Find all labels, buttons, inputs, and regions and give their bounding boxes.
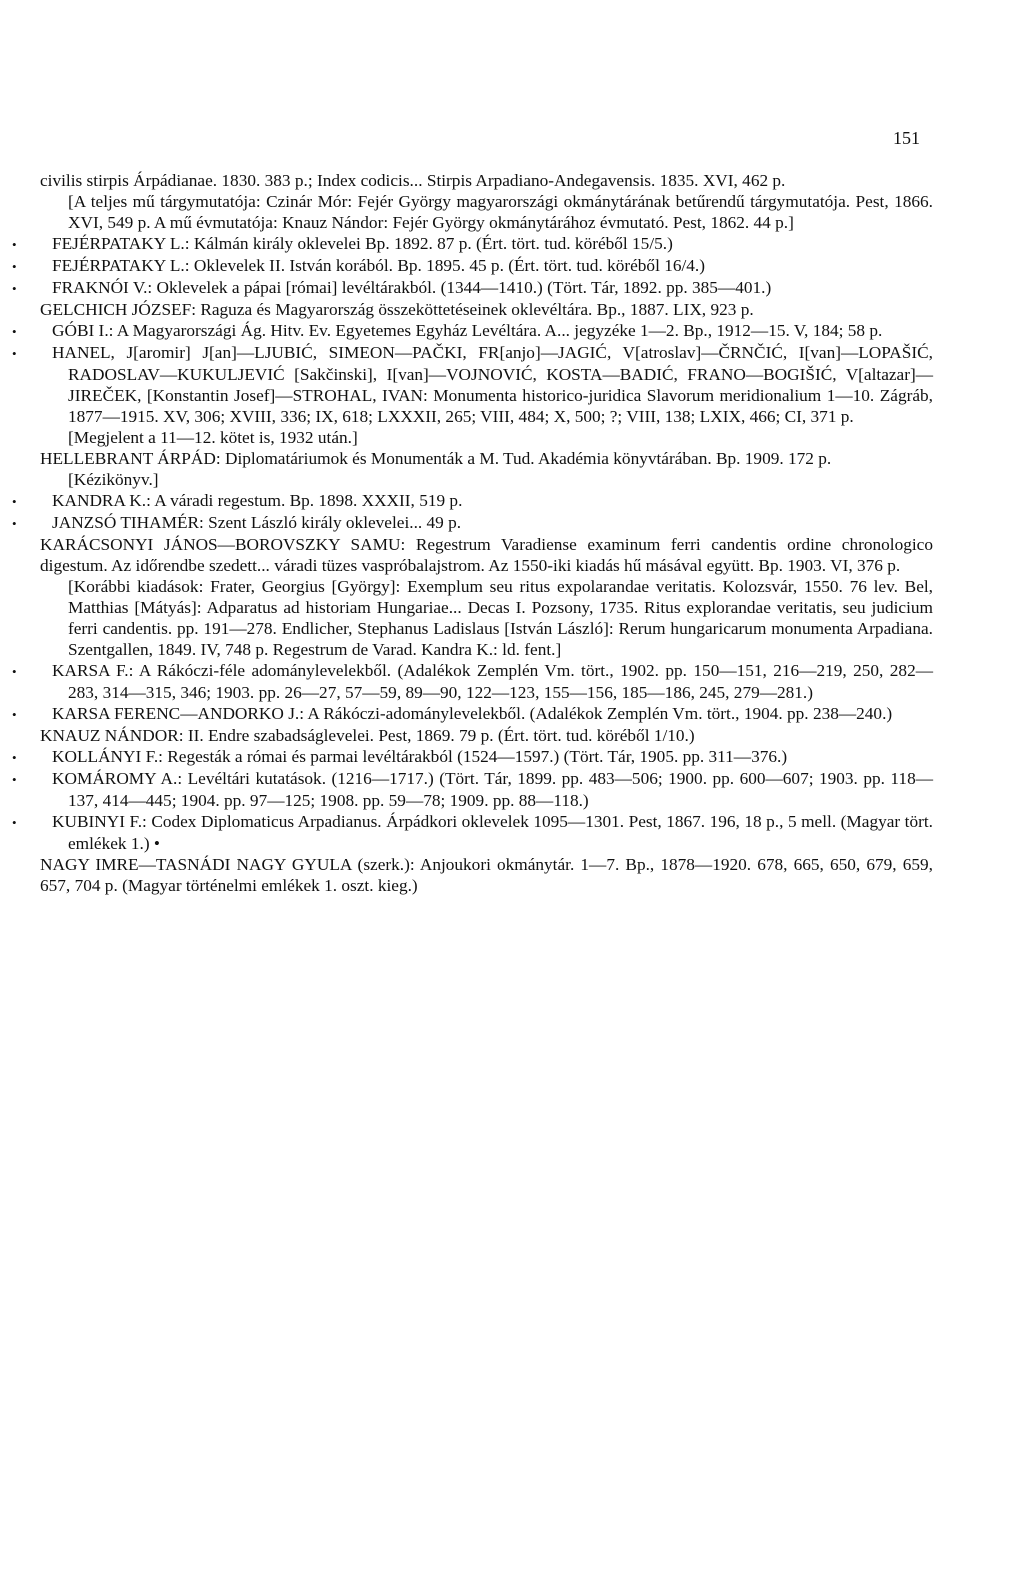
bibliography-entry xyxy=(12,703,933,725)
entry-marker: • xyxy=(12,324,17,339)
entry-text: HANEL, J[aromir] J[an]—LJUBIĆ, SIMEON—PAČKI, FR[anjo]—JAGIĆ, V[atroslav]—ČRNČIĆ, I[van]—LOPAŠIĆ, RADOSLAV—KUKULJEVIĆ [Sakčinski], I[van]—VOJNOVIĆ, KOSTA—BADIĆ, FRANO—BOGIŠIĆ, V[altazar]—JIREČEK, [Konstantin Josef]—STROHAL, IVAN: Monumenta historico-juridica Slavorum meridionalium 1—10. Zágráb, 1877—1915. XV, 306; XVIII, 336; IX, 618; LXXXII, 265; VIII, 484; X, 500; ?; VIII, 138; LXIX, 466; CI, 371 p. xyxy=(52,343,933,426)
entry-marker: • xyxy=(12,281,17,296)
entry-marker: • xyxy=(12,750,17,765)
bibliography-entry xyxy=(12,320,933,342)
bibliography-entry xyxy=(40,725,933,746)
entry-text: KUBINYI F.: Codex Diplomaticus Arpadianus. Árpádkori oklevelek 1095—1301. Pest, 1867. 196, 18 p., 5 mell. (Magyar tört. emlékek 1.) • xyxy=(52,812,933,853)
entry-marker: • xyxy=(12,772,17,787)
entry-text: GELCHICH JÓZSEF: Raguza és Magyarország összeköttetéseinek oklevéltára. Bp., 1887. LIX, 923 p. xyxy=(40,300,754,319)
bibliography-entry xyxy=(12,811,933,854)
bibliography-note xyxy=(40,191,933,233)
entry-marker: • xyxy=(12,664,17,679)
page-number: 151 xyxy=(893,128,920,148)
entry-text: FEJÉRPATAKY L.: Kálmán király oklevelei Bp. 1892. 87 p. (Ért. tört. tud. köréből 15/5.) xyxy=(52,234,673,253)
bibliography-entry xyxy=(12,277,933,299)
bibliography-entry xyxy=(40,299,933,320)
entry-text: civilis stirpis Árpádianae. 1830. 383 p.; Index codicis... Stirpis Arpadiano-Andegavensis. 1835. XVI, 462 p. xyxy=(40,171,786,190)
bibliography-entry xyxy=(12,512,933,534)
entry-text: NAGY IMRE—TASNÁDI NAGY GYULA (szerk.): Anjoukori okmánytár. 1—7. Bp., 1878—1920. 678, 665, 650, 679, 659, 657, 704 p. (Magyar történelmi emlékek 1. oszt. kieg.) xyxy=(40,855,933,895)
entry-text: KANDRA K.: A váradi regestum. Bp. 1898. XXXII, 519 p. xyxy=(52,491,463,510)
entry-text: KARSA F.: A Rákóczi-féle adománylevelekből. (Adalékok Zemplén Vm. tört., 1902. pp. 150—151, 216—219, 250, 282—283, 314—315, 346; 1903. pp. 26—27, 57—59, 89—90, 122—123, 155—156, 185—186, 245, 279—281.) xyxy=(52,661,933,702)
bibliography-entry xyxy=(40,534,933,576)
entry-text: [A teljes mű tárgymutatója: Czinár Mór: Fejér György magyarországi okmánytárának betűrendű tárgymutatója. Pest, 1866. XVI, 549 p. A mű évmutatója: Knauz Nándor: Fejér György okmánytárához évmutató. Pest, 1862. 44 p.] xyxy=(68,192,933,232)
entry-text: KARSA FERENC—ANDORKO J.: A Rákóczi-adománylevelekből. (Adalékok Zemplén Vm. tört., 1904. pp. 238—240.) xyxy=(52,704,893,723)
entry-marker: • xyxy=(12,516,17,531)
entry-text: KOMÁROMY A.: Levéltári kutatások. (1216—1717.) (Tört. Tár, 1899. pp. 483—506; 1900. pp. 600—607; 1903. pp. 118—137, 414—445; 1904. pp. 97—125; 1908. pp. 59—78; 1909. pp. 88—118.) xyxy=(52,769,933,810)
bibliography-entry xyxy=(12,768,933,811)
bibliography-entry xyxy=(40,854,933,896)
entry-text: GÓBI I.: A Magyarországi Ág. Hitv. Ev. Egyetemes Egyház Levéltára. A... jegyzéke 1—2. Bp., 1912—15. V, 184; 58 p. xyxy=(52,321,883,340)
bibliography-entry xyxy=(40,170,933,191)
entry-marker: • xyxy=(12,259,17,274)
entry-marker: • xyxy=(12,237,17,252)
entry-text: FEJÉRPATAKY L.: Oklevelek II. István korából. Bp. 1895. 45 p. (Ért. tört. tud. köréből 16/4.) xyxy=(52,256,705,275)
entry-marker: • xyxy=(12,494,17,509)
bibliography-entry xyxy=(12,255,933,277)
bibliography-entry xyxy=(12,660,933,703)
entry-text: [Korábbi kiadások: Frater, Georgius [György]: Exemplum seu ritus expolarandae veritatis. Kolozsvár, 1550. 76 lev. Bel, Matthias [Mátyás]: Adparatus ad historiam Hungariae... Decas I. Pozsony, 1735. Ritus explorandae veritatis, seu judicium ferri candentis. pp. 191—278. Endlicher, Stephanus Ladislaus [István László]: Rerum hungaricarum monumenta Arpadiana. Szentgallen, 1849. IV, 748 p. Regestrum de Varad. Kandra K.: ld. fent.] xyxy=(68,577,933,659)
entry-marker: • xyxy=(12,346,17,361)
bibliography-note xyxy=(40,576,933,660)
entry-text: HELLEBRANT ÁRPÁD: Diplomatáriumok és Monumenták a M. Tud. Akadémia könyvtárában. Bp. 1909. 172 p. xyxy=(40,449,832,468)
bibliography-list xyxy=(12,170,933,896)
bibliography-entry xyxy=(12,490,933,512)
entry-text: JANZSÓ TIHAMÉR: Szent László király oklevelei... 49 p. xyxy=(52,513,462,532)
entry-text: [Kézikönyv.] xyxy=(68,470,159,489)
entry-text: KNAUZ NÁNDOR: II. Endre szabadságlevelei. Pest, 1869. 79 p. (Ért. tört. tud. köréből 1/10.) xyxy=(40,726,695,745)
entry-text: [Megjelent a 11—12. kötet is, 1932 után.] xyxy=(68,428,358,447)
entry-text: KARÁCSONYI JÁNOS—BOROVSZKY SAMU: Regestrum Varadiense examinum ferri candentis ordine chronologico digestum. Az időrendbe szedett... váradi tüzes vaspróbalajstrom. Az 1550-iki kiadás hű másával együtt. Bp. 1903. VI, 376 p. xyxy=(40,535,933,575)
bibliography-entry xyxy=(12,746,933,768)
entry-text: FRAKNÓI V.: Oklevelek a pápai [római] levéltárakból. (1344—1410.) (Tört. Tár, 1892. pp. 385—401.) xyxy=(52,278,772,297)
entry-marker: • xyxy=(12,707,17,722)
entry-marker: • xyxy=(12,815,17,830)
bibliography-note xyxy=(40,469,933,490)
bibliography-entry xyxy=(12,233,933,255)
bibliography-entry xyxy=(12,342,933,427)
bibliography-entry xyxy=(40,448,933,469)
bibliography-note xyxy=(40,427,933,448)
entry-text: KOLLÁNYI F.: Regesták a római és parmai levéltárakból (1524—1597.) (Tört. Tár, 1905. pp. 311—376.) xyxy=(52,747,788,766)
